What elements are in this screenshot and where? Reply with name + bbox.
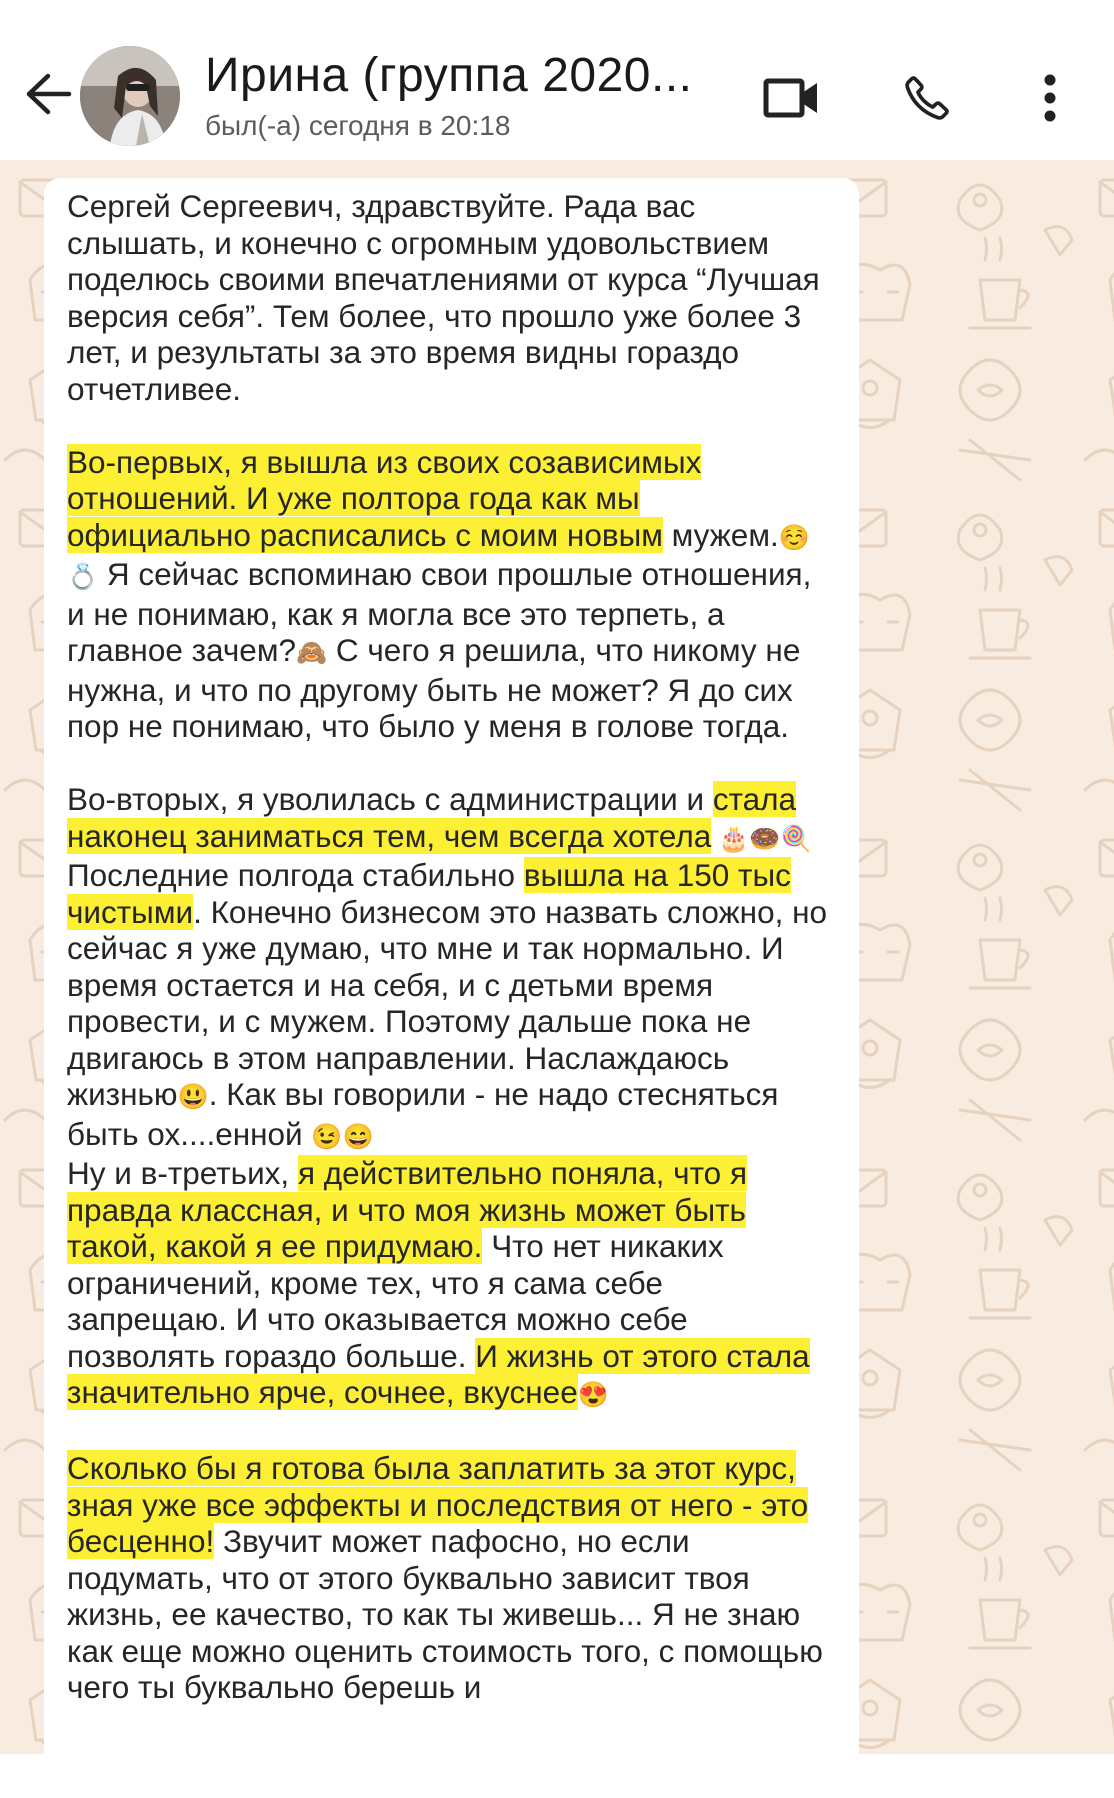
highlighted-text: И жизнь от этого стала значительно ярче, сочнее, вкуснее xyxy=(67,1337,810,1410)
paragraph-2-text-c: С чего я решила, что никому не нужна, и что по другому быть не может? Я до сих пор не понимаю, что было у меня в голове тогда. xyxy=(67,632,801,744)
video-call-button[interactable] xyxy=(760,66,824,130)
paragraph-5-text: Звучит может пафосно, но если подумать, что от этого буквально зависит твоя жизнь, ее качество, то как ты живешь... Я не знаю как еще можно оценить стоимость того, с помощью чего ты буквально берешь и xyxy=(67,1523,823,1705)
contact-name[interactable]: Ирина (группа 2020... xyxy=(205,49,693,102)
more-vertical-icon xyxy=(1042,72,1058,124)
avatar-photo xyxy=(80,46,180,146)
paragraph-2-text-b: Я сейчас вспоминаю свои прошлые отношения, и не понимаю, как я могла все это терпеть, а главное зачем? xyxy=(67,556,812,668)
grinning-emoji: 😃 xyxy=(177,1083,209,1111)
highlighted-text: я действительно поняла, что я правда классная, и что моя жизнь может быть такой, какой я ее придумаю. xyxy=(67,1155,747,1264)
paragraph-4-text-a: Ну и в-третьих, xyxy=(67,1155,298,1191)
highlighted-text: Во-первых, я вышла из своих созависимых отношений. И уже полтора года как мы официально расписались с моим новым xyxy=(67,443,702,553)
wink-laugh-emoji: 😉😄 xyxy=(311,1122,374,1151)
paragraph-2-text-a: мужем. xyxy=(662,516,779,553)
paragraph-3-text-c: . Конечно бизнесом это назвать сложно, но сейчас я уже думаю, что мне и так нормально. И время остается и на себя, и с детьми время провести, и с мужем. Поэтому дальше пока не двигаюсь в этом направлении. Наслаждаюсь жизнью xyxy=(67,893,828,1112)
paragraph-3-text-a: Во-вторых, я уволилась с администрации и xyxy=(67,781,713,817)
phone-icon xyxy=(901,72,953,124)
paragraph-3-text-b: Последние полгода стабильно xyxy=(67,857,524,893)
see-no-evil-monkey-emoji: 🙈 xyxy=(296,639,328,667)
smile-ring-emoji: ☺️💍 xyxy=(67,523,810,591)
voice-call-button[interactable] xyxy=(895,66,959,130)
message-paragraph-1 xyxy=(67,188,827,407)
paragraph-3-text-d: . Как вы говорили - не надо стесняться быть ох....енной xyxy=(67,1076,779,1152)
highlighted-text: Сколько бы я готова была заплатить за этот курс, зная уже все эффекты и последствия от него - это бесценно! xyxy=(67,1450,809,1559)
chat-header xyxy=(0,0,1114,160)
highlighted-text: вышла на 150 тыс чистыми xyxy=(67,857,791,930)
last-seen-status: был(-а) сегодня в 20:18 xyxy=(205,110,511,141)
message-paragraph-5 xyxy=(67,1450,827,1706)
paragraph-4-text-b: Что нет никаких ограничений, кроме тех, что я сама себе запрещаю. И что оказывается можно себе позволять гораздо больше. xyxy=(67,1228,724,1374)
contact-avatar[interactable] xyxy=(80,46,180,146)
heart-eyes-emoji: 😍 xyxy=(577,1381,609,1409)
message-paragraph-3 xyxy=(67,781,827,1155)
video-camera-icon xyxy=(763,76,821,120)
cake-donut-lollipop-emoji: 🎂🍩🍭 xyxy=(711,824,812,853)
message-paragraph-4 xyxy=(67,1155,827,1414)
back-button[interactable] xyxy=(18,64,78,124)
message-text[interactable] xyxy=(67,188,827,1742)
paragraph-1-text: Сергей Сергеевич, здравствуйте. Рада вас слышать, и конечно с огромным удовольствием поделюсь своими впечатлениями от курса “Лучшая версия себя”. Тем более, что прошло уже более 3 лет, и результаты за это время видны гораздо отчетливее. xyxy=(67,188,820,407)
highlighted-text: стала наконец заниматься тем, чем всегда хотела xyxy=(67,781,797,854)
message-paragraph-2 xyxy=(67,444,827,745)
arrow-left-icon xyxy=(24,72,72,116)
more-options-button[interactable] xyxy=(1018,66,1082,130)
